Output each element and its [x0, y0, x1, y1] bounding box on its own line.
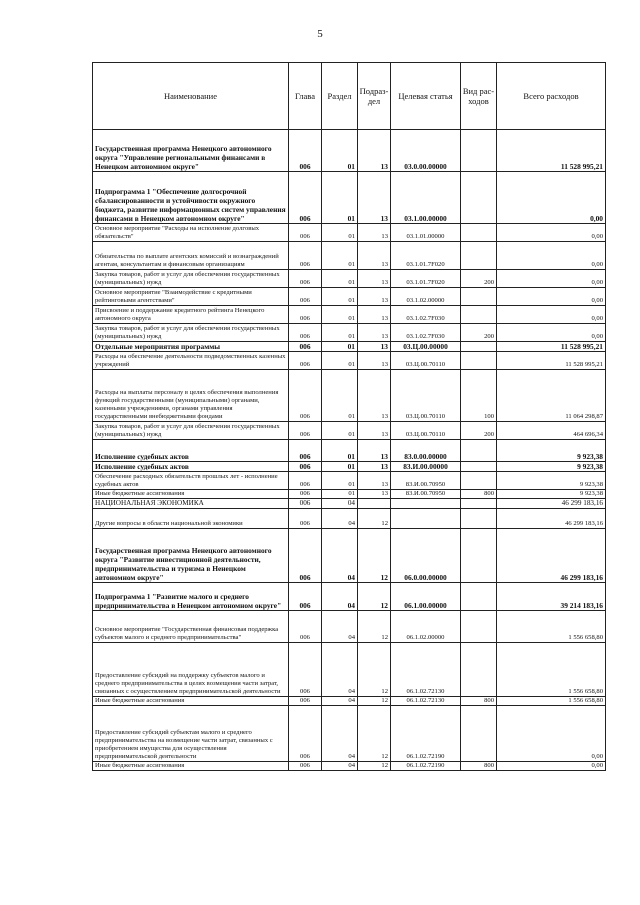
row-total: 0,00	[497, 242, 606, 270]
row-glava: 006	[289, 324, 322, 342]
row-vid: 100	[461, 370, 497, 422]
row-glava: 006	[289, 583, 322, 611]
row-vid	[461, 509, 497, 529]
row-total: 46 299 183,16	[497, 499, 606, 509]
row-glava: 006	[289, 342, 322, 352]
row-vid	[461, 499, 497, 509]
table-row	[93, 130, 606, 172]
budget-table	[92, 62, 606, 771]
row-statya: 03.0.00.00000	[391, 130, 461, 172]
row-razdel: 01	[322, 440, 358, 462]
row-vid	[461, 611, 497, 643]
row-razdel: 01	[322, 224, 358, 242]
row-glava: 006	[289, 762, 322, 771]
table-row	[93, 643, 606, 697]
row-razdel: 04	[322, 509, 358, 529]
row-total: 9 923,38	[497, 490, 606, 499]
row-statya	[391, 509, 461, 529]
row-razdel: 01	[322, 130, 358, 172]
row-razdel: 01	[322, 172, 358, 224]
row-total: 46 299 183,16	[497, 529, 606, 583]
table-header-row	[93, 63, 606, 130]
row-statya: 06.1.02.72190	[391, 762, 461, 771]
row-vid	[461, 529, 497, 583]
row-podrazdel: 13	[358, 342, 391, 352]
row-glava: 006	[289, 422, 322, 440]
row-name: Расходы на выплаты персоналу в целях обеспечения выполнения функций государственными (муниципальными) органами, казенными учреждениями, органами управления государственными внебюджетными фондами	[93, 370, 289, 422]
row-podrazdel: 12	[358, 529, 391, 583]
row-podrazdel: 12	[358, 706, 391, 762]
row-glava: 006	[289, 242, 322, 270]
row-podrazdel: 13	[358, 422, 391, 440]
row-total: 11 064 298,87	[497, 370, 606, 422]
header-razdel: Раздел	[322, 63, 358, 130]
header-name: Наименование	[93, 63, 289, 130]
row-name: Основное мероприятие "Взаимодействие с кредитными рейтинговыми агентствами"	[93, 288, 289, 306]
row-statya: 83.И.00.70950	[391, 472, 461, 490]
row-vid	[461, 583, 497, 611]
row-glava: 006	[289, 172, 322, 224]
page-number: 5	[317, 28, 323, 40]
row-podrazdel: 12	[358, 697, 391, 706]
header-vid: Вид рас-ходов	[461, 63, 497, 130]
row-glava: 006	[289, 306, 322, 324]
table-row	[93, 270, 606, 288]
row-podrazdel	[358, 499, 391, 509]
row-statya: 03.Ц.00.70110	[391, 370, 461, 422]
row-total: 1 556 658,80	[497, 697, 606, 706]
table-row	[93, 352, 606, 370]
row-statya: 03.Ц.00.70110	[391, 352, 461, 370]
table-row	[93, 242, 606, 270]
row-razdel: 01	[322, 370, 358, 422]
table-row	[93, 499, 606, 509]
row-statya: 06.1.00.00000	[391, 583, 461, 611]
row-razdel: 04	[322, 499, 358, 509]
header-statya: Целевая статья	[391, 63, 461, 130]
row-glava: 006	[289, 462, 322, 472]
row-total: 39 214 183,16	[497, 583, 606, 611]
row-total: 1 556 658,80	[497, 643, 606, 697]
row-vid	[461, 462, 497, 472]
row-glava: 006	[289, 352, 322, 370]
row-name: Подпрограмма 1 "Обеспечение долгосрочной сбалансированности и устойчивости окружного бюджета, развитие информационных систем управления финансами в Ненецком автономном округе"	[93, 172, 289, 224]
header-total: Всего расходов	[497, 63, 606, 130]
row-name: Закупка товаров, работ и услуг для обеспечения государственных (муниципальных) нужд	[93, 270, 289, 288]
row-podrazdel: 13	[358, 224, 391, 242]
table-row	[93, 509, 606, 529]
row-podrazdel: 13	[358, 490, 391, 499]
row-razdel: 01	[322, 462, 358, 472]
table-row	[93, 324, 606, 342]
row-name: Государственная программа Ненецкого автономного округа "Управление региональными финансами в Ненецком автономном округе"	[93, 130, 289, 172]
row-glava: 006	[289, 224, 322, 242]
row-vid: 200	[461, 270, 497, 288]
row-name: Иные бюджетные ассигнования	[93, 490, 289, 499]
row-vid: 800	[461, 762, 497, 771]
row-glava: 006	[289, 440, 322, 462]
row-vid	[461, 472, 497, 490]
row-razdel: 04	[322, 529, 358, 583]
row-razdel: 01	[322, 288, 358, 306]
table-row	[93, 529, 606, 583]
table-row	[93, 422, 606, 440]
row-total: 11 528 995,21	[497, 130, 606, 172]
table-row	[93, 224, 606, 242]
row-podrazdel: 13	[358, 288, 391, 306]
row-podrazdel: 13	[358, 324, 391, 342]
row-total: 9 923,38	[497, 440, 606, 462]
row-razdel: 04	[322, 583, 358, 611]
row-statya: 06.1.02.72130	[391, 643, 461, 697]
row-statya: 03.1.02.7F030	[391, 324, 461, 342]
row-name: Подпрограмма 1 "Развитие малого и среднего предпринимательства в Ненецком автономном округе"	[93, 583, 289, 611]
table-body	[93, 130, 606, 771]
table-row	[93, 706, 606, 762]
table-row	[93, 583, 606, 611]
row-vid: 800	[461, 697, 497, 706]
row-glava: 006	[289, 529, 322, 583]
row-total: 464 696,34	[497, 422, 606, 440]
row-podrazdel: 13	[358, 130, 391, 172]
row-statya: 06.1.02.72190	[391, 706, 461, 762]
row-razdel: 01	[322, 490, 358, 499]
row-glava: 006	[289, 270, 322, 288]
row-razdel: 04	[322, 611, 358, 643]
row-statya: 03.1.01.7F020	[391, 270, 461, 288]
row-podrazdel: 13	[358, 440, 391, 462]
row-name: Предоставление субсидий на поддержку субъектов малого и среднего предпринимательства в целях возмещения части затрат, связанных с осуществлением предпринимательской деятельности	[93, 643, 289, 697]
row-podrazdel: 13	[358, 270, 391, 288]
row-glava: 006	[289, 706, 322, 762]
row-vid: 200	[461, 422, 497, 440]
row-glava: 006	[289, 472, 322, 490]
table-row	[93, 370, 606, 422]
row-razdel: 04	[322, 706, 358, 762]
table-row	[93, 472, 606, 490]
row-statya: 06.1.02.00000	[391, 611, 461, 643]
row-name: Иные бюджетные ассигнования	[93, 697, 289, 706]
row-podrazdel: 13	[358, 352, 391, 370]
row-name: Государственная программа Ненецкого автономного округа "Развитие инвестиционной деятельности, предпринимательства и туризма в Ненецком автономном округе"	[93, 529, 289, 583]
row-name: Исполнение судебных актов	[93, 440, 289, 462]
row-name: Закупка товаров, работ и услуг для обеспечения государственных (муниципальных) нужд	[93, 422, 289, 440]
row-name: Предоставление субсидий субъектам малого и среднего предпринимательства на возмещение части затрат, связанных с приобретением имущества для осуществления предпринимательской деятельности	[93, 706, 289, 762]
row-name: Основное мероприятие "Государственная финансовая поддержка субъектов малого и среднего предпринимательства"	[93, 611, 289, 643]
table-row	[93, 306, 606, 324]
row-name: Основное мероприятие "Расходы на исполнение долговых обязательств"	[93, 224, 289, 242]
row-name: Присвоение и поддержание кредитного рейтинга Ненецкого автономного округа	[93, 306, 289, 324]
row-vid	[461, 440, 497, 462]
row-name: НАЦИОНАЛЬНАЯ ЭКОНОМИКА	[93, 499, 289, 509]
row-total: 11 528 995,21	[497, 352, 606, 370]
row-vid	[461, 342, 497, 352]
row-razdel: 01	[322, 352, 358, 370]
row-total: 0,00	[497, 762, 606, 771]
row-total: 11 528 995,21	[497, 342, 606, 352]
row-razdel: 04	[322, 697, 358, 706]
row-name: Закупка товаров, работ и услуг для обеспечения государственных (муниципальных) нужд	[93, 324, 289, 342]
header-glava: Глава	[289, 63, 322, 130]
table-row	[93, 611, 606, 643]
row-glava: 006	[289, 490, 322, 499]
row-statya: 03.1.01.7F020	[391, 242, 461, 270]
row-statya: 03.1.02.00000	[391, 288, 461, 306]
row-razdel: 01	[322, 472, 358, 490]
row-razdel: 01	[322, 306, 358, 324]
row-total: 46 299 183,16	[497, 509, 606, 529]
row-total: 0,00	[497, 224, 606, 242]
row-glava: 006	[289, 370, 322, 422]
row-statya	[391, 499, 461, 509]
row-total: 1 556 658,80	[497, 611, 606, 643]
row-vid	[461, 706, 497, 762]
row-podrazdel: 12	[358, 643, 391, 697]
row-vid	[461, 242, 497, 270]
row-podrazdel: 12	[358, 583, 391, 611]
row-vid	[461, 288, 497, 306]
row-vid	[461, 130, 497, 172]
row-glava: 006	[289, 130, 322, 172]
row-vid	[461, 172, 497, 224]
row-name: Обеспечение расходных обязательств прошлых лет - исполнение судебных актов	[93, 472, 289, 490]
row-glava: 006	[289, 643, 322, 697]
row-glava: 006	[289, 499, 322, 509]
table-row	[93, 342, 606, 352]
table-row	[93, 440, 606, 462]
row-total: 0,00	[497, 270, 606, 288]
row-name: Иные бюджетные ассигнования	[93, 762, 289, 771]
row-vid: 200	[461, 324, 497, 342]
row-razdel: 01	[322, 270, 358, 288]
row-statya: 03.1.00.00000	[391, 172, 461, 224]
row-razdel: 01	[322, 242, 358, 270]
row-total: 0,00	[497, 288, 606, 306]
row-total: 9 923,38	[497, 462, 606, 472]
row-podrazdel: 12	[358, 762, 391, 771]
table-row	[93, 288, 606, 306]
row-podrazdel: 13	[358, 306, 391, 324]
row-total: 0,00	[497, 324, 606, 342]
row-razdel: 01	[322, 422, 358, 440]
row-vid	[461, 352, 497, 370]
row-glava: 006	[289, 697, 322, 706]
row-name: Обязательства по выплате агентских комиссий и вознаграждений агентам, консультантам и финансовым организациям	[93, 242, 289, 270]
row-podrazdel: 13	[358, 172, 391, 224]
table-row	[93, 762, 606, 771]
table-row	[93, 462, 606, 472]
row-statya: 03.Ц.00.70110	[391, 422, 461, 440]
row-statya: 06.0.00.00000	[391, 529, 461, 583]
row-podrazdel: 13	[358, 472, 391, 490]
row-glava: 006	[289, 611, 322, 643]
row-total: 0,00	[497, 172, 606, 224]
row-total: 0,00	[497, 706, 606, 762]
row-razdel: 04	[322, 762, 358, 771]
row-name: Отдельные мероприятия программы	[93, 342, 289, 352]
row-podrazdel: 13	[358, 462, 391, 472]
row-name: Другие вопросы в области национальной экономики	[93, 509, 289, 529]
row-name: Расходы на обеспечение деятельности подведомственных казенных учреждений	[93, 352, 289, 370]
table-row	[93, 697, 606, 706]
row-podrazdel: 12	[358, 611, 391, 643]
row-podrazdel: 13	[358, 370, 391, 422]
table-row	[93, 172, 606, 224]
row-name: Исполнение судебных актов	[93, 462, 289, 472]
row-glava: 006	[289, 288, 322, 306]
row-total: 9 923,38	[497, 472, 606, 490]
header-podrazdel: Подраз-дел	[358, 63, 391, 130]
row-vid	[461, 224, 497, 242]
row-statya: 03.1.02.7F030	[391, 306, 461, 324]
row-statya: 83.0.00.00000	[391, 440, 461, 462]
row-razdel: 01	[322, 342, 358, 352]
row-vid: 800	[461, 490, 497, 499]
row-statya: 83.И.00.70950	[391, 490, 461, 499]
row-statya: 03.1.01.00000	[391, 224, 461, 242]
row-vid	[461, 643, 497, 697]
row-glava: 006	[289, 509, 322, 529]
row-podrazdel: 13	[358, 242, 391, 270]
row-razdel: 01	[322, 324, 358, 342]
row-razdel: 04	[322, 643, 358, 697]
row-podrazdel: 12	[358, 509, 391, 529]
row-statya: 06.1.02.72130	[391, 697, 461, 706]
row-total: 0,00	[497, 306, 606, 324]
row-statya: 03.Ц.00.00000	[391, 342, 461, 352]
row-vid	[461, 306, 497, 324]
table-row	[93, 490, 606, 499]
row-statya: 83.И.00.00000	[391, 462, 461, 472]
